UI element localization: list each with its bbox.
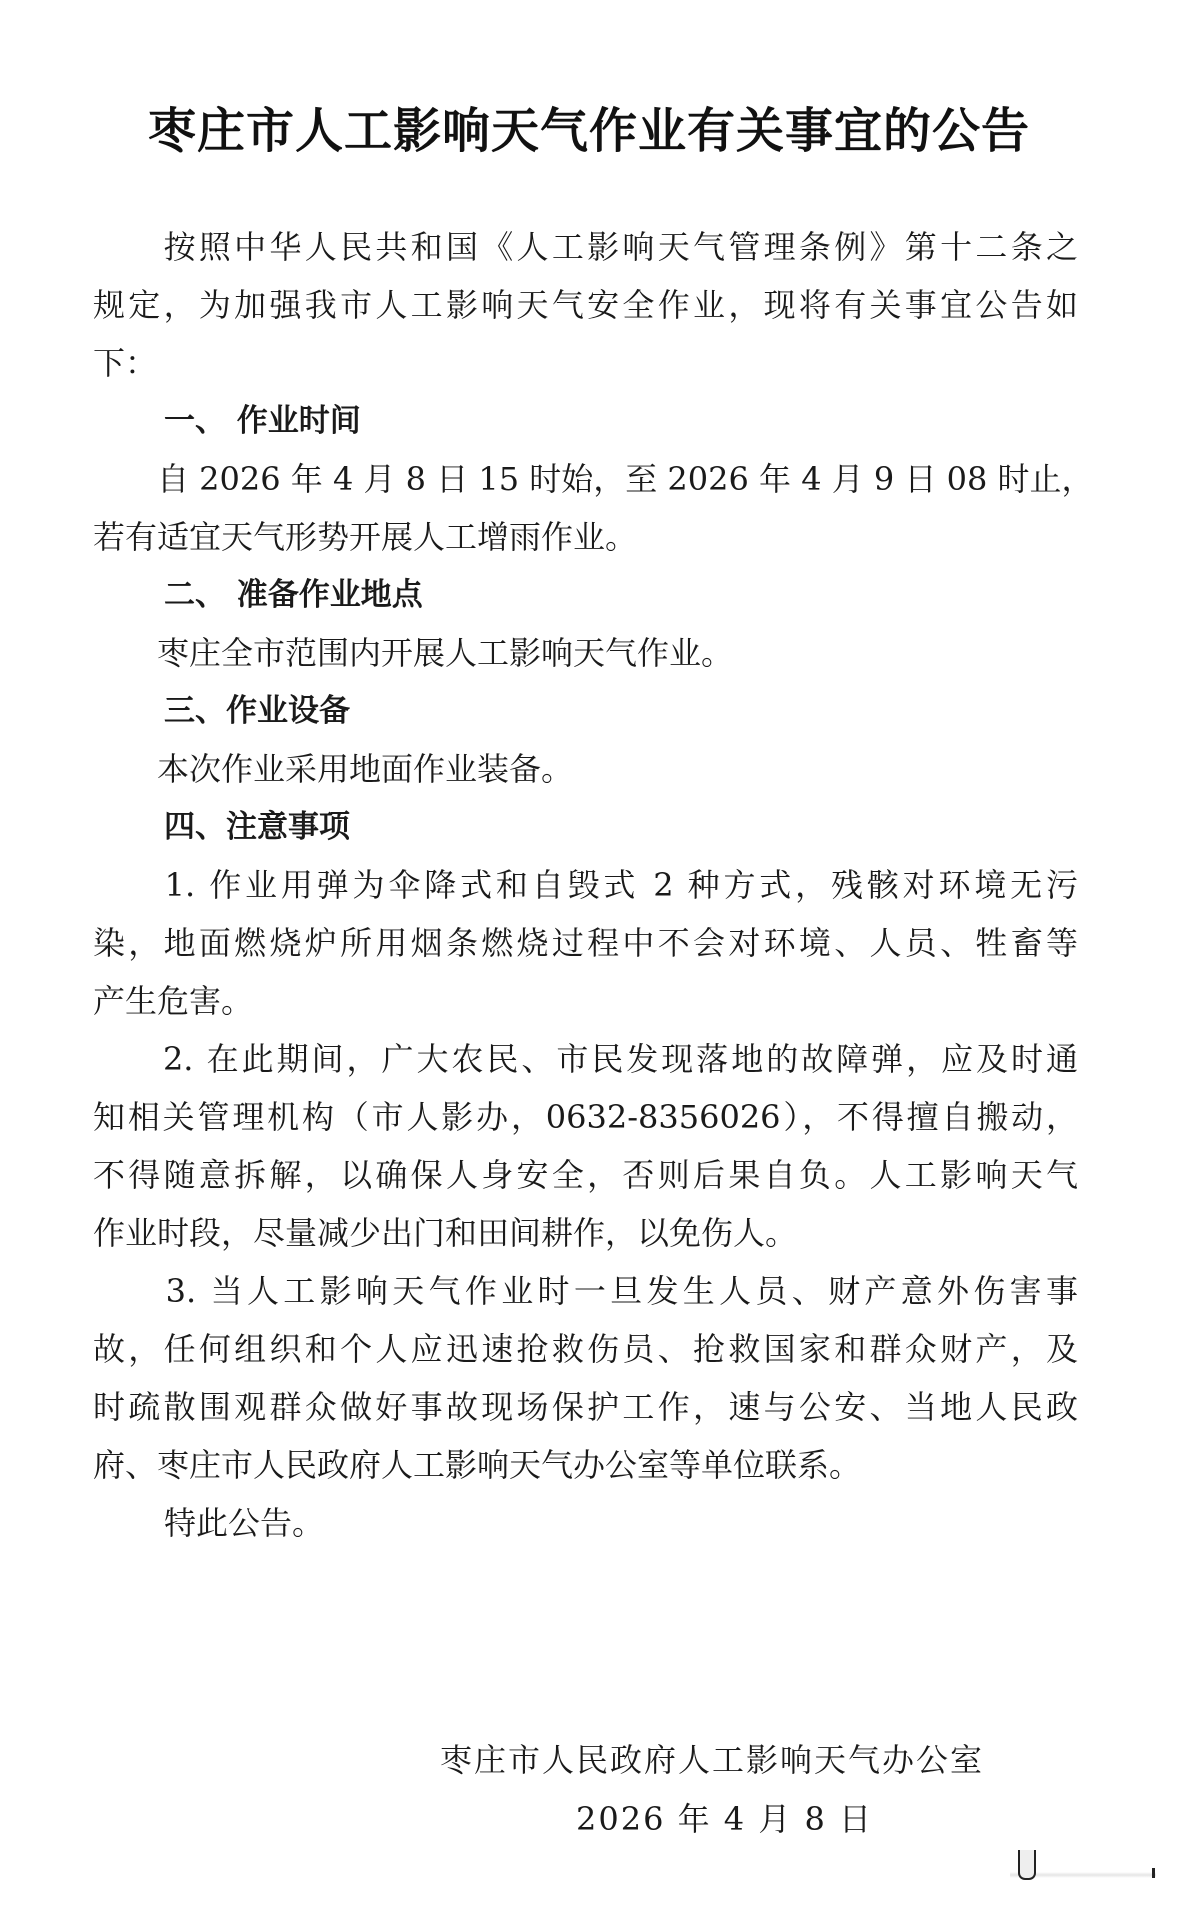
paragraph-line: 府、枣庄市人民政府人工影响天气办公室等单位联系。 xyxy=(93,1446,862,1484)
paragraph-line: 2. 在此期间，广大农民、市民发现落地的故障弹，应及时通 xyxy=(93,1040,1078,1078)
document-title: 枣庄市人工影响天气作业有关事宜的公告 xyxy=(147,103,1030,159)
scroll-end-mark xyxy=(1152,1868,1155,1878)
paragraph-line: 时疏散围观群众做好事故现场保护工作，速与公安、当地人民政 xyxy=(93,1388,1078,1426)
paragraph-line: 故，任何组织和个人应迅速抢救伤员、抢救国家和群众财产，及 xyxy=(93,1330,1078,1368)
scroll-thumb[interactable] xyxy=(1018,1850,1036,1880)
paragraph-line: 知相关管理机构（市人影办，0632-8356026），不得擅自搬动， xyxy=(93,1098,1078,1136)
paragraph-line: 3. 当人工影响天气作业时一旦发生人员、财产意外伤害事 xyxy=(93,1272,1078,1310)
section-heading: 四、注意事项 xyxy=(164,809,350,845)
paragraph-line: 自 2026 年 4 月 8 日 15 时始，至 2026 年 4 月 9 日 08 时止， xyxy=(93,460,1094,498)
paragraph-line: 枣庄全市范围内开展人工影响天气作业。 xyxy=(93,634,734,672)
paragraph-line: 若有适宜天气形势开展人工增雨作业。 xyxy=(93,518,638,556)
signature-organization: 枣庄市人民政府人工影响天气办公室 xyxy=(440,1741,985,1779)
paragraph-line: 不得随意拆解，以确保人身安全，否则后果自负。人工影响天气 xyxy=(93,1156,1078,1194)
document-body xyxy=(93,218,1094,1552)
section-heading: 一、 作业时间 xyxy=(164,403,361,439)
paragraph-line: 下： xyxy=(93,344,158,382)
paragraph-line: 染，地面燃烧炉所用烟条燃烧过程中不会对环境、人员、牲畜等 xyxy=(93,924,1078,962)
paragraph-line: 作业时段，尽量减少出门和田间耕作，以免伤人。 xyxy=(93,1214,798,1252)
section-heading: 三、作业设备 xyxy=(164,693,350,729)
closing-text: 特此公告。 xyxy=(164,1504,325,1542)
paragraph-line: 按照中华人民共和国《人工影响天气管理条例》第十二条之 xyxy=(93,228,1078,266)
paragraph-line: 本次作业采用地面作业装备。 xyxy=(93,750,574,788)
paragraph-line: 产生危害。 xyxy=(93,982,254,1020)
paragraph-line: 规定，为加强我市人工影响天气安全作业，现将有关事宜公告如 xyxy=(93,286,1078,324)
signature-date: 2026 年 4 月 8 日 xyxy=(576,1800,874,1838)
section-heading: 二、 准备作业地点 xyxy=(164,577,423,613)
paragraph-line: 1. 作业用弹为伞降式和自毁式 2 种方式，残骸对环境无污 xyxy=(93,866,1078,904)
